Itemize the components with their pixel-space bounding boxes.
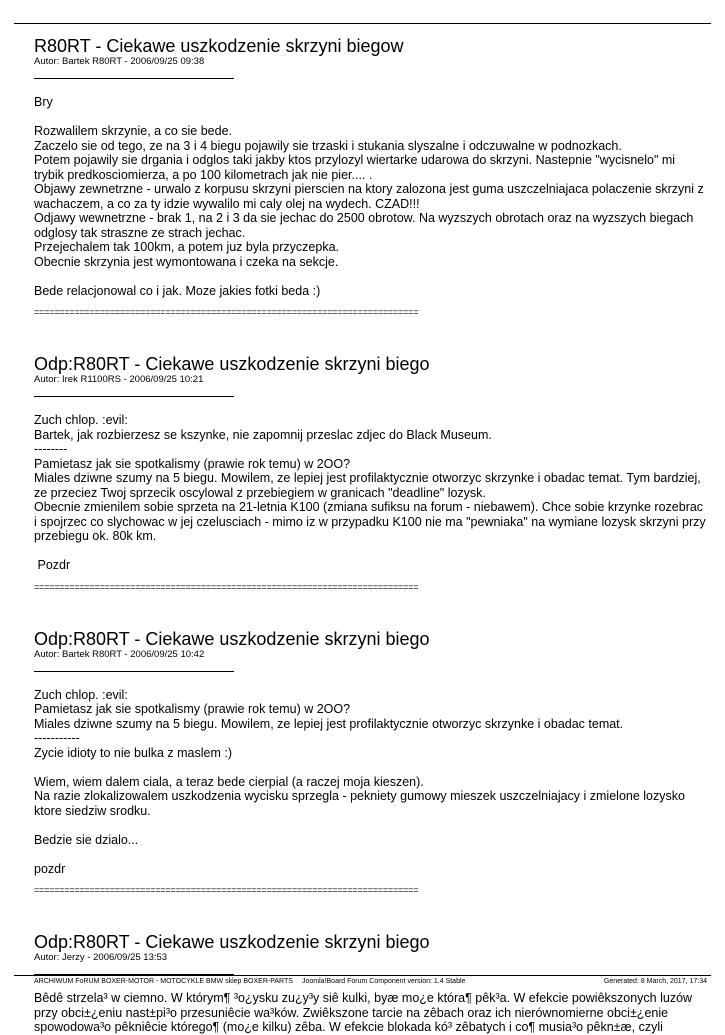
- post-body-line: [34, 269, 707, 284]
- post-author-meta: Autor: Irek R1100RS - 2006/09/25 10:21: [34, 374, 204, 385]
- forum-post: [34, 354, 710, 593]
- post-body-line: Pamietasz jak sie spotkalismy (prawie rok temu) w 2OO?: [34, 456, 351, 471]
- post-author-meta: Autor: Bartek R80RT - 2006/09/25 09:38: [34, 56, 205, 67]
- page-footer: [34, 977, 707, 986]
- meta-divider: [34, 78, 234, 79]
- post-body-line: Bartek, jak rozbierzesz se kszynke, nie zapomnij przeslac zdjec do Black Museum.: [34, 427, 492, 442]
- post-body-line: pozdr: [34, 861, 66, 876]
- post-body-line: Zuch chlop. :evil:: [34, 413, 128, 427]
- post-body-line: Rozwalilem skrzynie, a co sie bede.: [34, 124, 232, 138]
- post-body-line: Bêdê strzela³ w ciemno. W którym¶ ³o¿ysku zu¿y³y siê kulki, byæ mo¿e która¶ pêk³a. W efekcie powiêkszonych luzów przy obci±¿eniu nast±pi³o przesuniêcie wa³ków. Zwiêkszone tarcie na zêbach oraz ich nierównomierne obci±¿enie spowodowa³o pêkniêcie którego¶ (mo¿e kilku) zêba. W efekcie blokada kó³ zêbatych i co¶ musia³o pêkn±æ, czyli: [34, 991, 696, 1034]
- meta-divider: [34, 671, 234, 672]
- post-author-meta: Autor: Bartek R80RT - 2006/09/25 10:42: [34, 648, 205, 660]
- post-body-line: Zaczelo sie od tego, ze na 3 i 4 biegu pojawily sie trzaski i stukania slyszalne i odczuwalne w podnozkach.: [34, 138, 622, 153]
- post-title: Odp:R80RT - Ciekawe uszkodzenie skrzyni biego: [34, 628, 430, 649]
- post-body: [34, 95, 707, 298]
- post-body-line: [34, 847, 707, 862]
- post-title: Odp:R80RT - Ciekawe uszkodzenie skrzyni biego: [34, 932, 430, 952]
- forum-post: [34, 37, 707, 318]
- post-body-line: Wiem, wiem dalem ciala, a teraz bede cierpial (a raczej moja kieszen).: [34, 774, 424, 789]
- top-rule: [14, 23, 711, 24]
- footer-generated-date: Generated: 8 March, 2017, 17:34: [603, 978, 707, 985]
- post-body-line: [34, 544, 707, 559]
- post-body-line: Miales dziwne szumy na 5 biegu. Mowilem, ze lepiej jest profilaktycznie otworzyc skrzynke i obadac temat.: [34, 716, 624, 731]
- post-body-line: -----------: [34, 731, 80, 745]
- post-body-line: [34, 818, 707, 833]
- post-title: Odp:R80RT - Ciekawe uszkodzenie skrzyni biego: [34, 354, 430, 374]
- post-body-line: Potem pojawily sie drgania i odglos taki jakby ktos przylozyl wiertarke udarowa do skrzyni. Nastepnie "wycisnelo" mi trybik predkosciomierza, a po 100 kilometrach jak nie pier.... .: [34, 153, 679, 182]
- post-body-line: Obecnie skrzynia jest wymontowana i czeka na sekcje.: [34, 254, 339, 269]
- post-body-line: [34, 110, 707, 125]
- post-body-line: --------: [34, 442, 68, 456]
- post-body-line: Zycie idioty to nie bulka z maslem :): [34, 745, 232, 760]
- post-body-line: Bedzie sie dzialo...: [34, 832, 139, 847]
- forum-post: [34, 630, 707, 897]
- post-author-meta: Autor: Jerzy - 2006/09/25 13:53: [34, 952, 168, 963]
- footer-site-name: ARCHIWUM FoRUM BOXER-MOTOR - MOTOCYKLE BMW sklep BOXER-PARTS: [34, 978, 293, 985]
- post-body-line: Odjawy wewnetrzne - brak 1, na 2 i 3 da sie jechac do 2500 obrotow. Na wyzszych obrotach oraz na wyzszych biegach odglosy tak straszne ze strach jechac.: [34, 211, 697, 240]
- post-body-line: [34, 760, 707, 775]
- post-body-line: Bry: [34, 95, 53, 109]
- post-body-line: Miales dziwne szumy na 5 biegu. Mowilem, ze lepiej jest profilaktycznie otworzyc skrzynke i obadac temat. Tym bardziej, ze przeciez Twoj sprzecik oscylowal z przebiegiem w granicach "deadline" lozysk.: [34, 471, 705, 500]
- post-body-line: Obecnie zmienilem sobie sprzeta na 21-letnia K100 (zmiana sufiksu na forum - niebawem). Chce sobie krzynke rozebrac i spojrzec co slychowac w jej czelusciach - mimo iz w przypadku K100 nie ma "pewniaka" na wymiane lozysk skrzyni przy przebiegu ok. 80k km.: [34, 500, 710, 543]
- post-body-line: Objawy zewnetrzne - urwalo z korpusu skrzyni pierscien na ktory zalozona jest guma uszczelniajaca polaczenie skrzyni z wachaczem, a co za ty idzie wywalilo mi caly olej na wydech. CZAD!!!: [34, 182, 708, 211]
- post-separator: ============================================================================: [34, 307, 419, 317]
- post-body: [34, 688, 707, 877]
- post-body: [34, 413, 710, 573]
- post-body-line: Pozdr: [34, 558, 71, 572]
- post-body-line: Na razie zlokalizowalem uszkodzenia wycisku sprzegla - pekniety gumowy mieszek uszczelniajacy i zmielone lozysko ktore siedziw srodku.: [34, 789, 689, 818]
- post-body-line: Zuch chlop. :evil:: [34, 687, 128, 702]
- footer-rule: [14, 975, 711, 976]
- post-separator: ============================================================================: [34, 885, 419, 895]
- post-body-line: Pamietasz jak sie spotkalismy (prawie rok temu) w 2OO?: [34, 702, 351, 716]
- post-title: R80RT - Ciekawe uszkodzenie skrzyni biegow: [34, 36, 404, 56]
- forum-thread: [34, 36, 710, 1035]
- post-body-line: Bede relacjonowal co i jak. Moze jakies fotki beda :): [34, 283, 321, 298]
- meta-divider: [34, 396, 234, 397]
- post-body-line: Przejechalem tak 100km, a potem juz byla przyczepka.: [34, 240, 339, 254]
- footer-component-version: Joomla!Board Forum Component version: 1.4 Stable: [302, 978, 466, 985]
- post-body: [34, 991, 707, 1035]
- post-separator: ============================================================================: [34, 581, 419, 592]
